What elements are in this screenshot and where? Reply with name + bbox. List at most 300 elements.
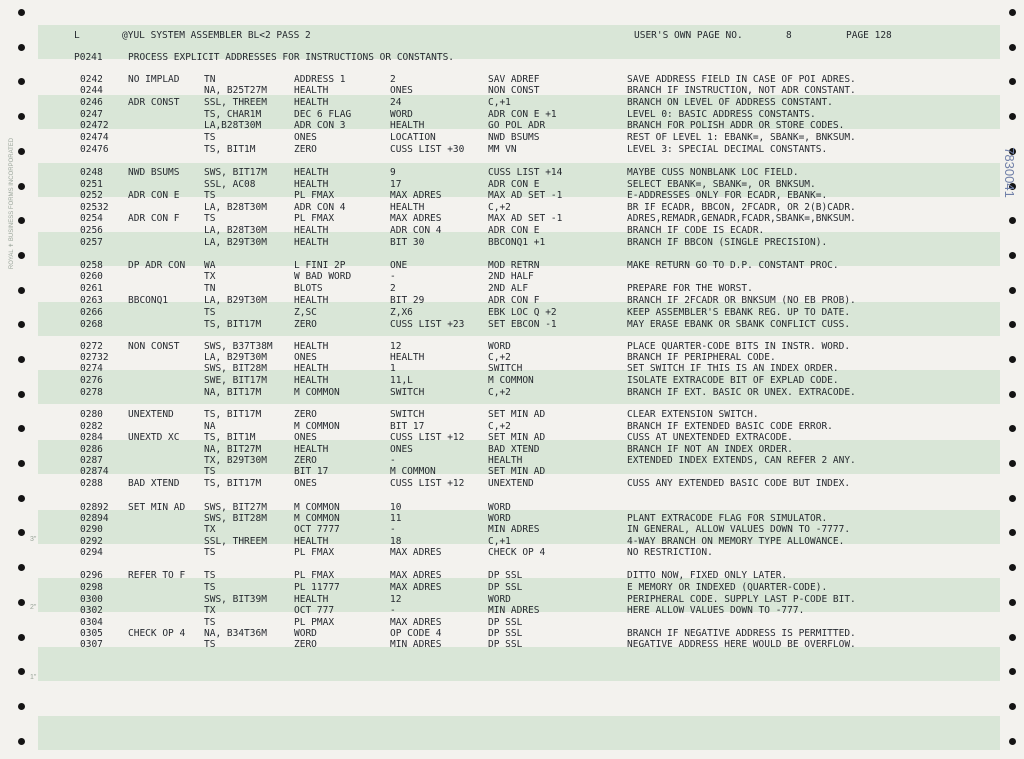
listing-row: [0, 502, 1024, 513]
opcode: NA, BIT27M: [204, 444, 262, 455]
operand-3: SET MIN AD: [488, 432, 546, 443]
operand-3: ADR CON E: [488, 225, 540, 236]
feed-hole: [18, 44, 25, 51]
listing-row: [0, 307, 1024, 318]
listing-row: [0, 582, 1024, 593]
operand-1: HEALTH: [294, 179, 329, 190]
listing-row: [0, 132, 1024, 143]
line-number: 0300: [80, 594, 103, 605]
operand-3: HEALTH: [488, 455, 523, 466]
operand-3: DP SSL: [488, 582, 523, 593]
operand-1: ZERO: [294, 455, 317, 466]
opcode: TX: [204, 271, 216, 282]
opcode: TN: [204, 283, 216, 294]
operand-3: NON CONST: [488, 85, 540, 96]
listing-row: [0, 283, 1024, 294]
line-number: 02474: [80, 132, 109, 143]
listing-row: [0, 237, 1024, 248]
line-number: 0298: [80, 582, 103, 593]
operand-1: Z,SC: [294, 307, 317, 318]
inch-mark-1: 1": [30, 674, 37, 681]
listing-row: [0, 639, 1024, 650]
line-number: 0276: [80, 375, 103, 386]
green-bar: [38, 647, 1000, 681]
operand-2: OP CODE 4: [390, 628, 442, 639]
operand-2: -: [390, 605, 396, 616]
line-number: 0302: [80, 605, 103, 616]
operand-3: WORD: [488, 502, 511, 513]
feed-hole: [1009, 44, 1016, 51]
label: UNEXTD XC: [128, 432, 180, 443]
operand-3: WORD: [488, 594, 511, 605]
opcode: SWE, BIT17M: [204, 375, 267, 386]
opcode: SSL, AC08: [204, 179, 256, 190]
operand-3: GO POL ADR: [488, 120, 546, 131]
line-number: 0261: [80, 283, 103, 294]
operand-1: W BAD WORD: [294, 271, 352, 282]
opcode: TX: [204, 605, 216, 616]
listing-row: [0, 570, 1024, 581]
operand-3: SET EBCON -1: [488, 319, 557, 330]
opcode: SWS, BIT28M: [204, 363, 267, 374]
comment: PLACE QUARTER-CODE BITS IN INSTR. WORD.: [627, 341, 851, 352]
opcode: SWS, BIT39M: [204, 594, 267, 605]
comment: ISOLATE EXTRACODE BIT OF EXPLAD CODE.: [627, 375, 839, 386]
comment: BRANCH FOR POLISH ADDR OR STORE CODES.: [627, 120, 845, 131]
listing-row: [0, 387, 1024, 398]
listing-row: [0, 536, 1024, 547]
operand-3: C,+2: [488, 352, 511, 363]
line-number: 0252: [80, 190, 103, 201]
comment: LEVEL 3: SPECIAL DECIMAL CONSTANTS.: [627, 144, 828, 155]
line-number: 0268: [80, 319, 103, 330]
comment: SAVE ADDRESS FIELD IN CASE OF POI ADRES.: [627, 74, 856, 85]
operand-2: HEALTH: [390, 352, 425, 363]
operand-3: C,+1: [488, 536, 511, 547]
operand-3: C,+2: [488, 202, 511, 213]
operand-2: MAX ADRES: [390, 190, 442, 201]
operand-2: 24: [390, 97, 402, 108]
line-number: 0282: [80, 421, 103, 432]
operand-1: OCT 7777: [294, 524, 340, 535]
comment: E-ADDRESSES ONLY FOR ECADR, EBANK=.: [627, 190, 828, 201]
operand-3: 2ND HALF: [488, 271, 534, 282]
opcode: TX, B29T30M: [204, 455, 267, 466]
line-number: 02892: [80, 502, 109, 513]
comment: CLEAR EXTENSION SWITCH.: [627, 409, 759, 420]
comment: CUSS AT UNEXTENDED EXTRACODE.: [627, 432, 793, 443]
line-number: 0244: [80, 85, 103, 96]
comment: BRANCH IF NOT AN INDEX ORDER.: [627, 444, 793, 455]
operand-3: MIN ADRES: [488, 605, 540, 616]
comment: DITTO NOW, FIXED ONLY LATER.: [627, 570, 788, 581]
operand-1: HEALTH: [294, 536, 329, 547]
comment: BRANCH IF PERIPHERAL CODE.: [627, 352, 776, 363]
operand-2: 11: [390, 513, 402, 524]
operand-1: OCT 777: [294, 605, 335, 616]
line-number: 0247: [80, 109, 103, 120]
operand-2: 17: [390, 179, 402, 190]
operand-1: DEC 6 FLAG: [294, 109, 352, 120]
comment: NO RESTRICTION.: [627, 547, 713, 558]
operand-1: M COMMON: [294, 513, 340, 524]
operand-1: PL FMAX: [294, 190, 335, 201]
listing-row: [0, 444, 1024, 455]
operand-1: HEALTH: [294, 85, 329, 96]
operand-1: WORD: [294, 628, 317, 639]
listing-row: [0, 513, 1024, 524]
comment: MAYBE CUSS NONBLANK LOC FIELD.: [627, 167, 799, 178]
operand-1: PL FMAX: [294, 547, 335, 558]
listing-row: [0, 478, 1024, 489]
operand-2: -: [390, 455, 396, 466]
operand-2: BIT 17: [390, 421, 425, 432]
operand-1: ZERO: [294, 639, 317, 650]
operand-1: PL PMAX: [294, 617, 335, 628]
listing-row: [0, 202, 1024, 213]
line-number: 02476: [80, 144, 109, 155]
operand-2: CUSS LIST +23: [390, 319, 465, 330]
listing-row: [0, 363, 1024, 374]
line-number: 0284: [80, 432, 103, 443]
comment: BRANCH IF EXT. BASIC OR UNEX. EXTRACODE.: [627, 387, 856, 398]
operand-3: SWITCH: [488, 363, 523, 374]
listing-row: [0, 375, 1024, 386]
comment: PLANT EXTRACODE FLAG FOR SIMULATOR.: [627, 513, 828, 524]
feed-hole: [18, 252, 25, 259]
opcode: TS, BIT17M: [204, 319, 262, 330]
opcode: LA,B28T30M: [204, 120, 262, 131]
operand-3: SET MIN AD: [488, 466, 546, 477]
feed-hole: [1009, 495, 1016, 502]
opcode: LA, B28T30M: [204, 202, 267, 213]
header-mark: L: [74, 30, 80, 41]
opcode: LA, B29T30M: [204, 237, 267, 248]
listing-row: [0, 97, 1024, 108]
operand-2: MAX ADRES: [390, 617, 442, 628]
listing-row: [0, 271, 1024, 282]
comment: BRANCH IF CODE IS ECADR.: [627, 225, 765, 236]
feed-hole: [18, 703, 25, 710]
line-number: 0242: [80, 74, 103, 85]
label: UNEXTEND: [128, 409, 174, 420]
listing-row: [0, 167, 1024, 178]
line-number: 0272: [80, 341, 103, 352]
listing-row: [0, 179, 1024, 190]
line-number: 02874: [80, 466, 109, 477]
label: ADR CON F: [128, 213, 180, 224]
line-number: 0287: [80, 455, 103, 466]
operand-1: ONES: [294, 132, 317, 143]
header-title: @YUL SYSTEM ASSEMBLER BL<2 PASS 2: [122, 30, 311, 41]
comment: E MEMORY OR INDEXED (QUARTER-CODE).: [627, 582, 828, 593]
operand-2: MAX ADRES: [390, 547, 442, 558]
operand-3: 2ND ALF: [488, 283, 529, 294]
label: ADR CONST: [128, 97, 180, 108]
operand-1: HEALTH: [294, 341, 329, 352]
comment: BRANCH IF INSTRUCTION, NOT ADR CONSTANT.: [627, 85, 856, 96]
comment: ADRES,REMADR,GENADR,FCADR,SBANK=,BNKSUM.: [627, 213, 856, 224]
line-number: 0258: [80, 260, 103, 271]
operand-3: MOD RETRN: [488, 260, 540, 271]
operand-2: 9: [390, 167, 396, 178]
operand-2: BIT 29: [390, 295, 425, 306]
label: SET MIN AD: [128, 502, 186, 513]
operand-2: 11,L: [390, 375, 413, 386]
comment: BR IF ECADR, BBCON, 2FCADR, OR 2(B)CADR.: [627, 202, 856, 213]
listing-row: [0, 547, 1024, 558]
operand-2: 12: [390, 341, 402, 352]
listing-row: [0, 409, 1024, 420]
line-number: 0305: [80, 628, 103, 639]
listing-row: [0, 144, 1024, 155]
opcode: SSL, THREEM: [204, 536, 267, 547]
operand-2: 1: [390, 363, 396, 374]
listing-header: [0, 30, 1024, 41]
comment: MAKE RETURN GO TO D.P. CONSTANT PROC.: [627, 260, 839, 271]
opcode: TS: [204, 213, 216, 224]
operand-3: BBCONQ1 +1: [488, 237, 546, 248]
operand-3: CUSS LIST +14: [488, 167, 563, 178]
operand-2: ADR CON 4: [390, 225, 442, 236]
line-number: 0294: [80, 547, 103, 558]
comment: SELECT EBANK=, SBANK=, OR BNKSUM.: [627, 179, 816, 190]
operand-3: SAV ADREF: [488, 74, 540, 85]
operand-3: ADR CON E +1: [488, 109, 557, 120]
listing-row: [0, 225, 1024, 236]
line-number: 0292: [80, 536, 103, 547]
green-bar: [38, 716, 1000, 750]
operand-2: SWITCH: [390, 409, 425, 420]
operand-2: MAX ADRES: [390, 582, 442, 593]
operand-2: 12: [390, 594, 402, 605]
operand-2: -: [390, 271, 396, 282]
operand-3: EBK LOC Q +2: [488, 307, 557, 318]
operand-3: MAX AD SET -1: [488, 213, 563, 224]
opcode: SWS, BIT27M: [204, 502, 267, 513]
opcode: TS: [204, 582, 216, 593]
operand-1: HEALTH: [294, 363, 329, 374]
operand-1: HEALTH: [294, 594, 329, 605]
section-number: P0241: [74, 52, 103, 63]
page-stamp: 7830041: [1001, 147, 1017, 198]
opcode: TS, BIT1M: [204, 144, 256, 155]
listing-row: [0, 341, 1024, 352]
line-number: 0274: [80, 363, 103, 374]
listing-row: [0, 120, 1024, 131]
operand-1: ONES: [294, 432, 317, 443]
opcode: TS: [204, 190, 216, 201]
line-number: 02472: [80, 120, 109, 131]
operand-1: ZERO: [294, 409, 317, 420]
line-number: 0307: [80, 639, 103, 650]
comment: NEGATIVE ADDRESS HERE WOULD BE OVERFLOW.: [627, 639, 856, 650]
operand-1: ADR CON 3: [294, 120, 346, 131]
operand-1: ZERO: [294, 144, 317, 155]
opcode: SWS, BIT28M: [204, 513, 267, 524]
comment: LEVEL 0: BASIC ADDRESS CONSTANTS.: [627, 109, 816, 120]
line-number: 0286: [80, 444, 103, 455]
operand-2: LOCATION: [390, 132, 436, 143]
section-title: [0, 52, 1024, 63]
operand-2: MAX ADRES: [390, 570, 442, 581]
comment: BRANCH IF 2FCADR OR BNKSUM (NO EB PROB).: [627, 295, 856, 306]
user-page-number: 8: [786, 30, 792, 41]
listing-row: [0, 190, 1024, 201]
operand-2: CUSS LIST +12: [390, 478, 465, 489]
opcode: TX: [204, 524, 216, 535]
section-text: PROCESS EXPLICIT ADDRESSES FOR INSTRUCTIONS OR CONSTANTS.: [128, 52, 455, 63]
opcode: TS, BIT1M: [204, 432, 256, 443]
operand-1: HEALTH: [294, 375, 329, 386]
comment: EXTENDED INDEX EXTENDS, CAN REFER 2 ANY.: [627, 455, 856, 466]
operand-3: C,+2: [488, 421, 511, 432]
opcode: TS: [204, 570, 216, 581]
operand-1: HEALTH: [294, 237, 329, 248]
comment: PREPARE FOR THE WORST.: [627, 283, 753, 294]
listing-row: [0, 352, 1024, 363]
opcode: TS: [204, 132, 216, 143]
operand-2: ONES: [390, 85, 413, 96]
operand-3: ADR CON E: [488, 179, 540, 190]
listing-row: [0, 524, 1024, 535]
comment: BRANCH IF EXTENDED BASIC CODE ERROR.: [627, 421, 833, 432]
operand-3: C,+1: [488, 97, 511, 108]
opcode: TS: [204, 617, 216, 628]
operand-2: WORD: [390, 109, 413, 120]
inch-mark-2: 2": [30, 604, 37, 611]
listing-row: [0, 421, 1024, 432]
operand-1: L FINI 2P: [294, 260, 346, 271]
comment: CUSS ANY EXTENDED BASIC CODE BUT INDEX.: [627, 478, 851, 489]
label: NON CONST: [128, 341, 180, 352]
opcode: SWS, BIT17M: [204, 167, 267, 178]
listing-row: [0, 466, 1024, 477]
comment: SET SWITCH IF THIS IS AN INDEX ORDER.: [627, 363, 839, 374]
operand-2: -: [390, 524, 396, 535]
operand-3: DP SSL: [488, 639, 523, 650]
operand-1: M COMMON: [294, 502, 340, 513]
feed-hole: [1009, 703, 1016, 710]
line-number: 0290: [80, 524, 103, 535]
operand-3: C,+2: [488, 387, 511, 398]
line-number: 0246: [80, 97, 103, 108]
operand-1: ZERO: [294, 319, 317, 330]
label: NWD BSUMS: [128, 167, 180, 178]
operand-1: ONES: [294, 478, 317, 489]
operand-2: 10: [390, 502, 402, 513]
label: CHECK OP 4: [128, 628, 186, 639]
operand-3: BAD XTEND: [488, 444, 540, 455]
operand-2: ONE: [390, 260, 408, 271]
listing-row: [0, 455, 1024, 466]
feed-hole: [1009, 9, 1016, 16]
listing-row: [0, 74, 1024, 85]
label: NO IMPLAD: [128, 74, 180, 85]
opcode: SSL, THREEM: [204, 97, 267, 108]
operand-1: HEALTH: [294, 167, 329, 178]
opcode: TS: [204, 547, 216, 558]
line-number: 0280: [80, 409, 103, 420]
opcode: TS, BIT17M: [204, 478, 262, 489]
feed-hole: [1009, 668, 1016, 675]
line-number: 0266: [80, 307, 103, 318]
operand-3: MIN ADRES: [488, 524, 540, 535]
label: REFER TO F: [128, 570, 186, 581]
listing-row: [0, 85, 1024, 96]
operand-3: DP SSL: [488, 570, 523, 581]
operand-1: ADDRESS 1: [294, 74, 346, 85]
operand-3: MAX AD SET -1: [488, 190, 563, 201]
line-number: 0296: [80, 570, 103, 581]
operand-3: UNEXTEND: [488, 478, 534, 489]
operand-1: HEALTH: [294, 444, 329, 455]
line-number: 0257: [80, 237, 103, 248]
operand-2: HEALTH: [390, 120, 425, 131]
label: BBCONQ1: [128, 295, 169, 306]
operand-1: HEALTH: [294, 295, 329, 306]
listing-row: [0, 109, 1024, 120]
line-number: 0251: [80, 179, 103, 190]
listing-row: [0, 617, 1024, 628]
line-number: 0256: [80, 225, 103, 236]
line-number: 0263: [80, 295, 103, 306]
operand-2: MAX ADRES: [390, 213, 442, 224]
operand-2: 2: [390, 283, 396, 294]
page-number: PAGE 128: [846, 30, 892, 41]
opcode: TS, BIT17M: [204, 409, 262, 420]
listing-row: [0, 594, 1024, 605]
operand-3: M COMMON: [488, 375, 534, 386]
feed-hole: [18, 668, 25, 675]
operand-1: BIT 17: [294, 466, 329, 477]
feed-hole: [18, 495, 25, 502]
line-number: 0278: [80, 387, 103, 398]
comment: 4-WAY BRANCH ON MEMORY TYPE ALLOWANCE.: [627, 536, 845, 547]
operand-3: SET MIN AD: [488, 409, 546, 420]
opcode: TS: [204, 307, 216, 318]
operand-3: MM VN: [488, 144, 517, 155]
operand-2: 2: [390, 74, 396, 85]
label: DP ADR CON: [128, 260, 186, 271]
opcode: LA, B29T30M: [204, 295, 267, 306]
operand-1: PL FMAX: [294, 213, 335, 224]
line-number: 0304: [80, 617, 103, 628]
operand-2: ONES: [390, 444, 413, 455]
line-number: 02532: [80, 202, 109, 213]
operand-2: CUSS LIST +30: [390, 144, 465, 155]
operand-1: PL 11777: [294, 582, 340, 593]
comment: IN GENERAL, ALLOW VALUES DOWN TO -7777.: [627, 524, 851, 535]
user-page-label: USER'S OWN PAGE NO.: [634, 30, 743, 41]
operand-2: Z,X6: [390, 307, 413, 318]
label: BAD XTEND: [128, 478, 180, 489]
comment: MAY ERASE EBANK OR SBANK CONFLICT CUSS.: [627, 319, 851, 330]
operand-1: M COMMON: [294, 421, 340, 432]
listing-row: [0, 213, 1024, 224]
comment: BRANCH IF NEGATIVE ADDRESS IS PERMITTED.: [627, 628, 856, 639]
line-number: 0254: [80, 213, 103, 224]
comment: BRANCH IF BBCON (SINGLE PRECISION).: [627, 237, 828, 248]
opcode: NA, B25T27M: [204, 85, 267, 96]
comment: PERIPHERAL CODE. SUPPLY LAST P-CODE BIT.: [627, 594, 856, 605]
opcode: NA, B34T36M: [204, 628, 267, 639]
comment: REST OF LEVEL 1: EBANK=, SBANK=, BNKSUM.: [627, 132, 856, 143]
opcode: NA, BIT17M: [204, 387, 262, 398]
operand-3: ADR CON F: [488, 295, 540, 306]
listing-row: [0, 432, 1024, 443]
operand-2: HEALTH: [390, 202, 425, 213]
